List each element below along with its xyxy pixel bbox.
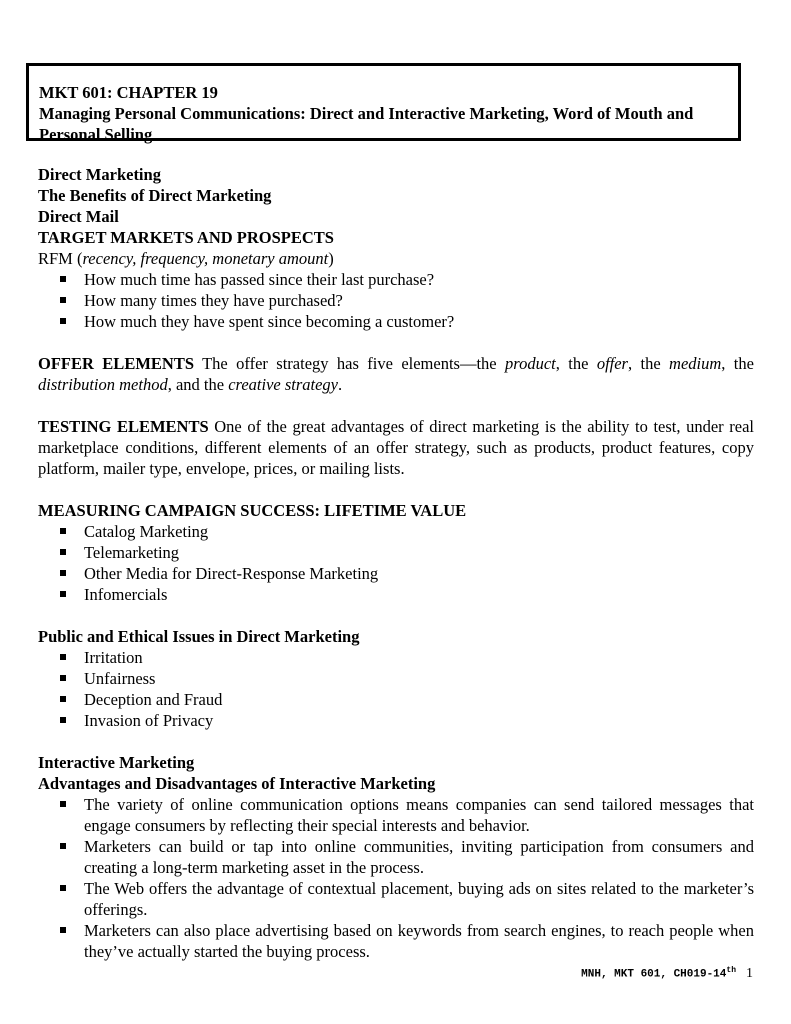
rfm-term: recency, frequency, monetary amount xyxy=(82,249,329,268)
list-item: Invasion of Privacy xyxy=(84,710,754,731)
page-footer xyxy=(581,963,753,983)
list-item: Deception and Fraud xyxy=(84,689,754,710)
interactive-list xyxy=(38,794,754,962)
list-item: Irritation xyxy=(84,647,754,668)
list-item: Unfairness xyxy=(84,668,754,689)
rfm-list xyxy=(38,269,754,332)
list-item: How much they have spent since becoming a customer? xyxy=(84,311,754,332)
footer-label: MNH, MKT 601, CH019-14 xyxy=(581,968,727,981)
list-item: The Web offers the advantage of contextual placement, buying ads on sites related to the marketer’s offerings. xyxy=(84,879,754,919)
page-number: 1 xyxy=(746,965,753,981)
chapter-title: Managing Personal Communications: Direct and Interactive Marketing, Word of Mouth and Personal Selling xyxy=(39,104,694,144)
heading-ethical: Public and Ethical Issues in Direct Marketing xyxy=(38,627,360,646)
list-item: How many times they have purchased? xyxy=(84,290,754,311)
chapter-title-box xyxy=(26,63,741,144)
ethical-list xyxy=(38,647,754,731)
document-body xyxy=(38,164,754,962)
list-item: How much time has passed since their last purchase? xyxy=(84,269,754,290)
testing-heading: TESTING ELEMENTS xyxy=(38,417,209,436)
rfm-line: RFM (recency, frequency, monetary amount) xyxy=(38,249,334,268)
heading-target-markets: TARGET MARKETS AND PROSPECTS xyxy=(38,228,334,247)
list-item: Telemarketing xyxy=(84,542,754,563)
heading-measuring: MEASURING CAMPAIGN SUCCESS: LIFETIME VALUE xyxy=(38,501,467,520)
offer-heading: OFFER ELEMENTS xyxy=(38,354,194,373)
footer-sup: th xyxy=(726,966,736,975)
list-item: The variety of online communication options means companies can send tailored messages that engage consumers by reflecting their special interests and behavior. xyxy=(84,795,754,835)
testing-paragraph: TESTING ELEMENTS One of the great advantages of direct marketing is the ability to test, under real marketplace conditions, different elements of an offer strategy, such as products, product features, copy platform, mailer type, envelope, prices, or mailing lists. xyxy=(38,417,754,478)
heading-benefits: The Benefits of Direct Marketing xyxy=(38,186,272,205)
list-item: Marketers can build or tap into online communities, inviting participation from consumers and creating a long-term marketing asset in the process. xyxy=(84,837,754,877)
heading-interactive: Interactive Marketing xyxy=(38,753,195,772)
offer-paragraph: OFFER ELEMENTS The offer strategy has five elements—the product, the offer, the medium, the distribution method, and the creative strategy. xyxy=(38,354,754,394)
chapter-number: MKT 601: CHAPTER 19 xyxy=(39,83,218,102)
heading-direct-marketing: Direct Marketing xyxy=(38,165,161,184)
list-item: Other Media for Direct-Response Marketing xyxy=(84,563,754,584)
list-item: Marketers can also place advertising based on keywords from search engines, to reach people when they’ve actually started the buying process. xyxy=(84,921,754,961)
measuring-list xyxy=(38,521,754,605)
list-item: Infomercials xyxy=(84,584,754,605)
heading-advantages: Advantages and Disadvantages of Interactive Marketing xyxy=(38,774,436,793)
heading-direct-mail: Direct Mail xyxy=(38,207,119,226)
list-item: Catalog Marketing xyxy=(84,521,754,542)
